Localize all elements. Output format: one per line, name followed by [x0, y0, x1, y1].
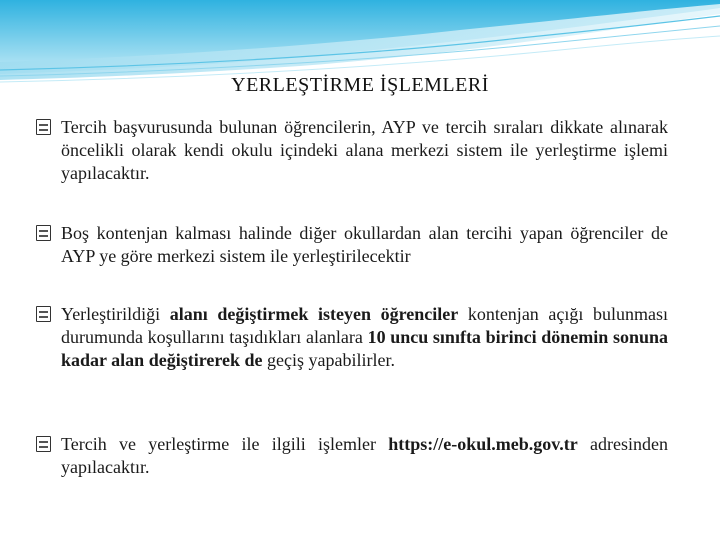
- bullet-item: [36, 116, 668, 185]
- checkbox-bullet-icon: [36, 306, 51, 322]
- checkbox-bullet-icon: [36, 225, 51, 241]
- bullet-text: [36, 433, 668, 479]
- website-link[interactable]: https://e-okul.meb.gov.tr: [388, 434, 578, 454]
- checkbox-bullet-icon: [36, 119, 51, 135]
- bullet-text-segment: kontenjan açığı bulunması durumunda koşullarını taşıdıkları alanlara: [61, 304, 668, 347]
- bullet-text-segment: Tercih ve yerleştirme ile ilgili işlemler: [61, 434, 389, 454]
- bullet-text-segment: adresinden yapılacaktır.: [61, 434, 668, 477]
- bullet-text-segment: Yerleştirildiği: [61, 304, 170, 324]
- page-title: YERLEŞTİRME İŞLEMLERİ: [231, 74, 489, 96]
- bullet-text-segment: geçiş yapabilirler.: [262, 350, 395, 370]
- bullet-text: [36, 303, 668, 372]
- bullet-text-emphasis: 10 uncu sınıfta birinci dönemin sonuna kadar alan değiştirerek de: [61, 327, 668, 370]
- bullet-text-emphasis: alanı değiştirmek isteyen öğrenciler: [169, 304, 459, 324]
- bullet-text: Boş kontenjan kalması halinde diğer okullardan alan tercihi yapan öğrenciler de AYP ye göre merkezi sistem ile yerleştirilecektir: [61, 223, 668, 266]
- bullet-item: [36, 303, 668, 372]
- bullet-text: Tercih başvurusunda bulunan öğrencilerin, AYP ve tercih sıraları dikkate alınarak öncelikli olarak kendi okulu içindeki alana merkezi sistem ile yerleştirme işlemi yapılacaktır.: [61, 117, 668, 183]
- bullet-item: [36, 433, 668, 479]
- checkbox-bullet-icon: [36, 436, 51, 452]
- bullet-item: [36, 222, 668, 268]
